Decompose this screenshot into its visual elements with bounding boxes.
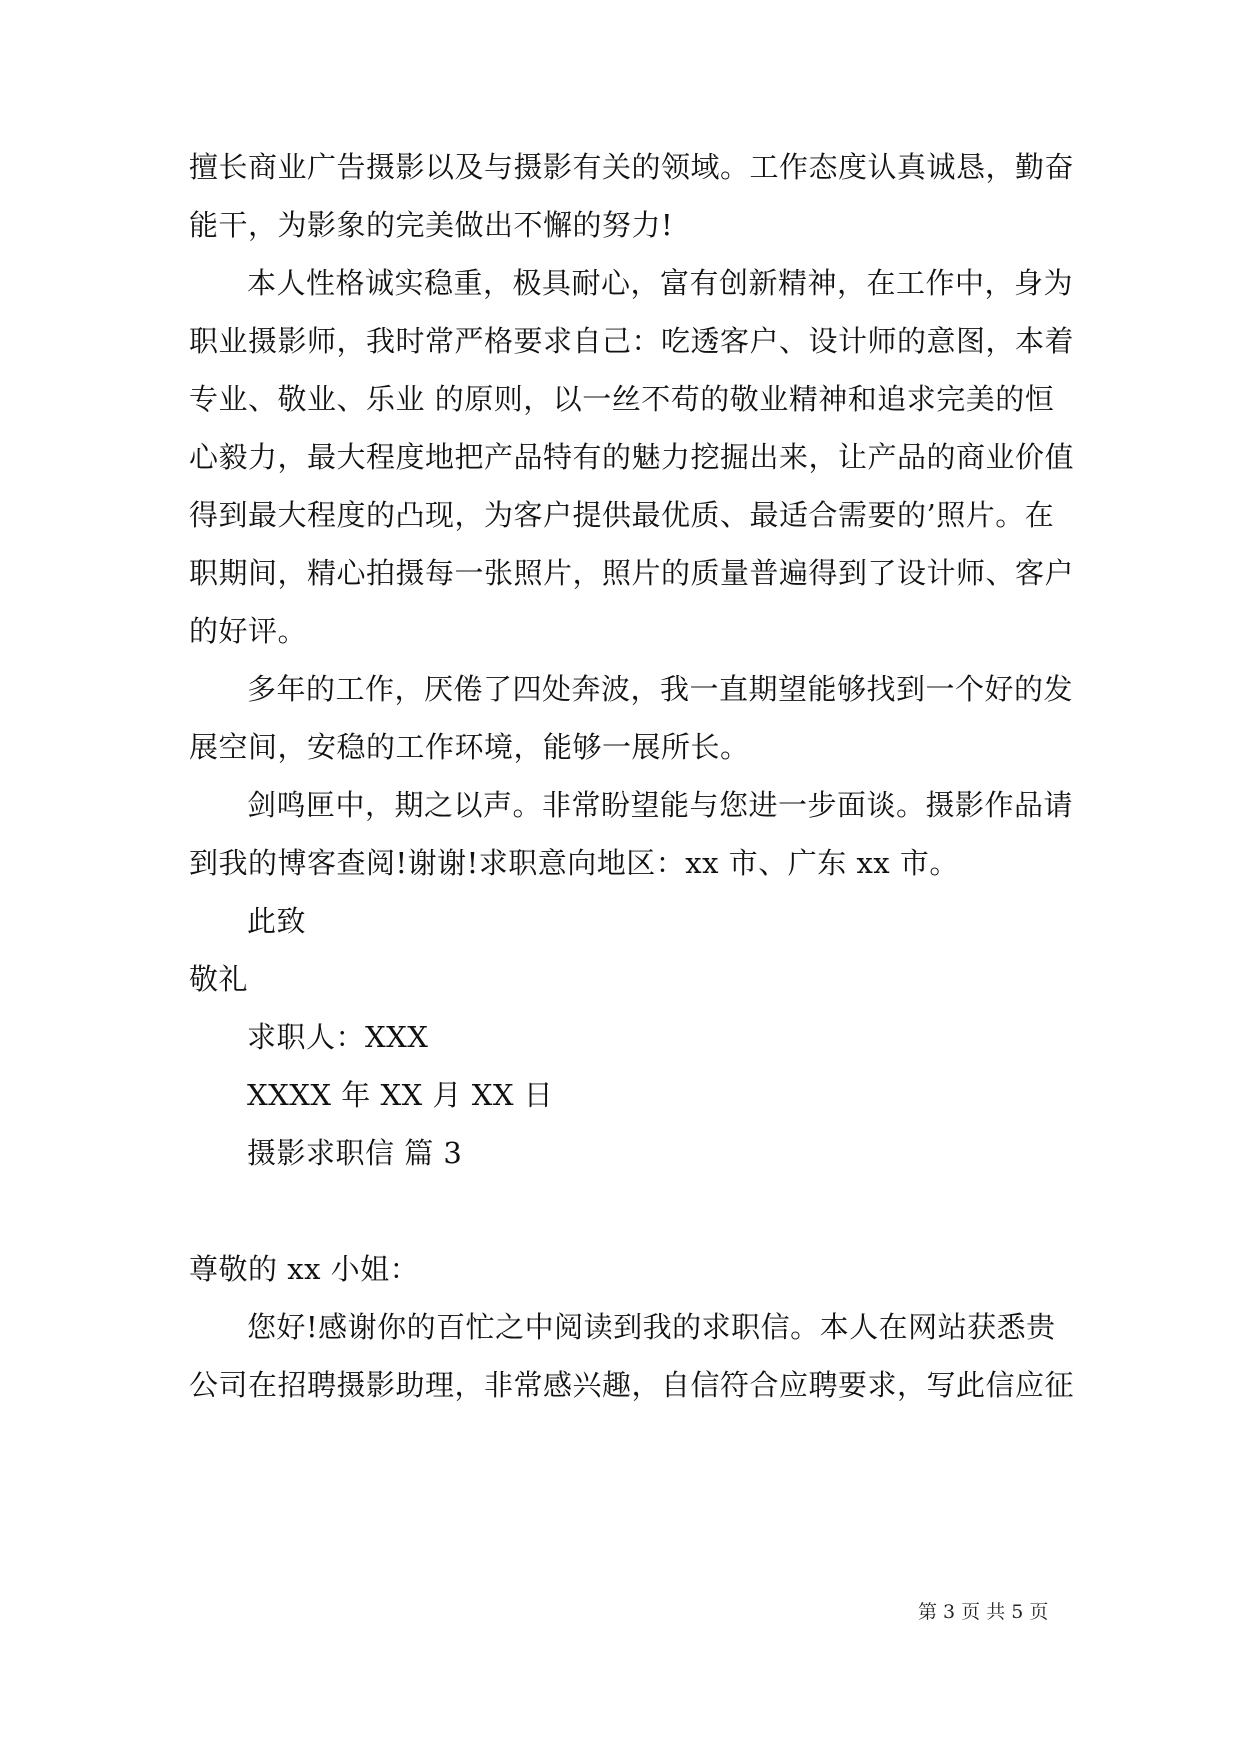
body-line-11: 展空间，安稳的工作环境，能够一展所长。 bbox=[189, 730, 750, 764]
body-line-9: 的好评。 bbox=[189, 614, 308, 648]
date-line: XXXX 年 XX 月 XX 日 bbox=[247, 1078, 554, 1112]
signature-line: 求职人：XXX bbox=[247, 1020, 429, 1054]
body-line-1: 擅长商业广告摄影以及与摄影有关的领域。工作态度认真诚恳，勤奋 bbox=[189, 150, 1075, 184]
body-line-7: 得到最大程度的凸现，为客户提供最优质、最适合需要的’照片。在 bbox=[189, 498, 1055, 532]
section-heading: 摄影求职信 篇 3 bbox=[247, 1136, 463, 1170]
body-line-8: 职期间，精心拍摄每一张照片，照片的质量普遍得到了设计师、客户 bbox=[189, 556, 1075, 590]
body-line-12: 剑鸣匣中，期之以声。非常盼望能与您进一步面谈。摄影作品请 bbox=[247, 788, 1074, 822]
body-line-15: 公司在招聘摄影助理，非常感兴趣，自信符合应聘要求，写此信应征 bbox=[189, 1368, 1075, 1402]
salutation-line: 敬礼 bbox=[189, 962, 249, 996]
body-line-5: 专业、敬业、乐业 的原则，以一丝不苟的敬业精神和追求完美的恒 bbox=[189, 382, 1055, 416]
page-footer: 第 3 页 共 5 页 bbox=[918, 1601, 1049, 1623]
closing-line: 此致 bbox=[247, 904, 307, 938]
body-line-14: 您好!感谢你的百忙之中阅读到我的求职信。本人在网站获悉贵 bbox=[247, 1310, 1056, 1344]
body-line-13: 到我的博客查阅!谢谢!求职意向地区：xx 市、广东 xx 市。 bbox=[189, 846, 959, 880]
body-line-2: 能干，为影象的完美做出不懈的努力! bbox=[189, 208, 674, 242]
body-line-6: 心毅力，最大程度地把产品特有的魅力挖掘出来，让产品的商业价值 bbox=[189, 440, 1075, 474]
body-line-4: 职业摄影师，我时常严格要求自己：吃透客户、设计师的意图，本着 bbox=[189, 324, 1075, 358]
greeting-line: 尊敬的 xx 小姐： bbox=[189, 1252, 420, 1286]
body-line-10: 多年的工作，厌倦了四处奔波，我一直期望能够找到一个好的发 bbox=[247, 672, 1074, 706]
body-line-3: 本人性格诚实稳重，极具耐心，富有创新精神，在工作中，身为 bbox=[247, 266, 1074, 300]
